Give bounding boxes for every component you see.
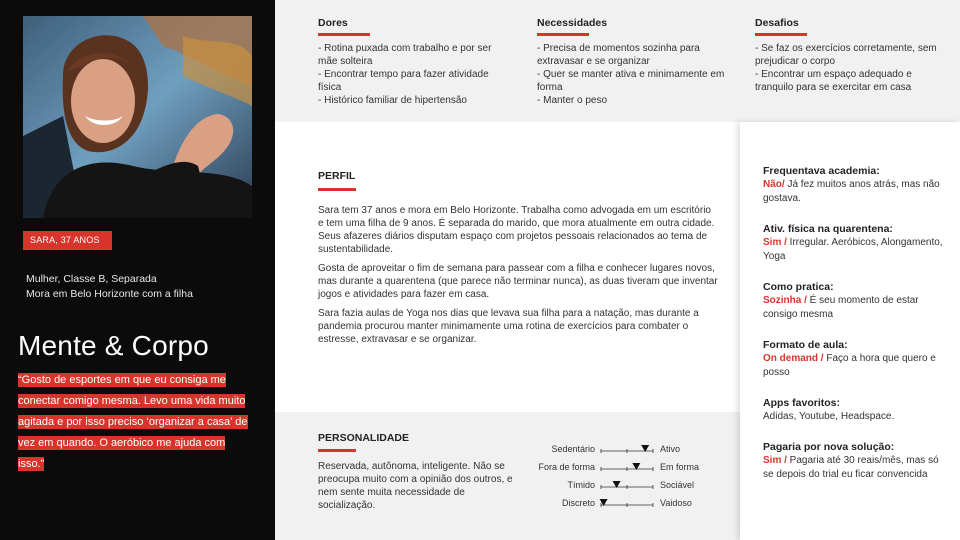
needs-title: Necessidades xyxy=(537,17,608,29)
fact-title: Formato de aula: xyxy=(763,339,848,351)
trait-left-label: Fora de forma xyxy=(538,462,595,472)
challenges-title: Desafios xyxy=(755,17,799,29)
need-item: - Manter o peso xyxy=(537,95,608,106)
persona-photo xyxy=(23,16,252,218)
portrait-illustration xyxy=(23,16,252,218)
trait-slider xyxy=(599,480,655,492)
fact-highlight: Sim / xyxy=(763,455,787,466)
need-item: - Quer se manter ativa e minimamente em forma xyxy=(537,69,725,93)
profile-paragraph: Sara fazia aulas de Yoga nos dias que levava sua filha para a natação, mas durante a pandemia procurou manter minimamente uma rotina de exercícios para combater o estresse, extravasar e se organizar. xyxy=(318,308,699,345)
fact-text: Faço a hora que quero e posso xyxy=(763,353,936,378)
fact-favorite-apps xyxy=(763,396,948,424)
fact-text: Irregular. Aeróbicos, Alongamento, Yoga xyxy=(763,237,943,262)
trait-left-label: Discreto xyxy=(561,498,595,508)
trait-right-label: Sociável xyxy=(660,480,695,490)
fact-title: Frequentava academia: xyxy=(763,165,880,177)
need-item: - Precisa de momentos sozinha para extravasar e se organizar xyxy=(537,43,700,67)
fact-gym xyxy=(763,164,948,206)
fact-quarantine-activity xyxy=(763,222,948,264)
fact-title: Como pratica: xyxy=(763,281,834,293)
pains-title: Dores xyxy=(318,17,348,29)
trait-left-label: Tímido xyxy=(567,480,595,490)
trait-scale xyxy=(525,462,725,480)
trait-slider xyxy=(599,462,655,474)
pains-needs-challenges xyxy=(275,0,960,122)
fact-class-format xyxy=(763,338,948,380)
fact-text: Já fez muitos anos atrás, mas não gostava. xyxy=(763,179,940,204)
fact-would-pay xyxy=(763,440,948,482)
fact-title: Ativ. física na quarentena: xyxy=(763,223,893,235)
pain-item: - Encontrar tempo para fazer atividade física xyxy=(318,69,489,93)
trait-right-label: Em forma xyxy=(660,462,700,472)
trait-slider xyxy=(599,498,655,510)
fact-how-practices xyxy=(763,280,948,322)
profile-title: PERFIL xyxy=(318,170,356,182)
fact-title: Apps favoritos: xyxy=(763,397,841,409)
persona-title: Mente & Corpo xyxy=(18,330,209,361)
trait-slider xyxy=(599,444,655,456)
accent-bar xyxy=(318,449,356,452)
facts-sidebar xyxy=(740,122,960,540)
persona-sidebar xyxy=(0,0,275,540)
accent-bar xyxy=(318,188,356,191)
personality-title: PERSONALIDADE xyxy=(318,432,410,444)
fact-title: Pagaria por nova solução: xyxy=(763,441,895,453)
trait-scale xyxy=(525,444,725,462)
challenge-item: - Se faz os exercícios corretamente, sem prejudicar o corpo xyxy=(755,43,937,67)
accent-bar xyxy=(755,33,807,36)
profile-paragraph: Gosta de aproveitar o fim de semana para passear com a filha e conhecer lugares novos, mas durante a quarentena (que parece não terminar nunca), as duas tiveram que inventar jogos e atividades para fazer em casa. xyxy=(318,263,718,300)
trait-right-label: Ativo xyxy=(660,444,681,454)
persona-quote-text: “Gosto de esportes em que eu consiga me conectar comigo mesma. Levo uma vida muito agitada e por isso preciso ‘organizar a casa’ de vez em quando. O aeróbico me ajuda com isso.” xyxy=(18,374,248,470)
pain-item: - Histórico familiar de hipertensão xyxy=(318,95,467,106)
trait-right-label: Vaidoso xyxy=(660,498,692,508)
persona-demographics xyxy=(26,272,193,302)
needs-column xyxy=(537,17,727,107)
accent-bar xyxy=(537,33,589,36)
personality-scales xyxy=(525,444,725,516)
profile-text xyxy=(318,204,718,352)
personality-text: Reservada, autônoma, inteligente. Não se preocupa muito com a opinião dos outros, e nem sente muita necessidade de socialização. xyxy=(318,461,513,511)
profile-section xyxy=(275,122,740,412)
fact-highlight: On demand / xyxy=(763,353,824,364)
fact-text: Pagaria até 30 reais/mês, mas só se depois do trial eu ficar convencida xyxy=(763,455,939,480)
persona-quote xyxy=(18,370,252,475)
fact-highlight: Sozinha / xyxy=(763,295,807,306)
personality-section xyxy=(275,412,740,540)
accent-bar xyxy=(318,33,370,36)
pain-item: - Rotina puxada com trabalho e por ser mãe solteira xyxy=(318,43,492,67)
profile-paragraph: Sara tem 37 anos e mora em Belo Horizonte. Trabalha como advogada em um escritório e tem uma filha de 9 anos. É separada do marido, que mora atualmente em outra cidade. Seus afazeres diários disputam espaço com projetos pessoais relacionados ao tema de sustentabilidade. xyxy=(318,205,715,255)
fact-highlight: Sim / xyxy=(763,237,787,248)
demographics-line: Mulher, Classe B, Separada xyxy=(26,273,157,285)
demographics-line: Mora em Belo Horizonte com a filha xyxy=(26,288,193,300)
fact-highlight: Não/ xyxy=(763,179,785,190)
persona-name-age-badge: SARA, 37 ANOS xyxy=(23,231,112,250)
trait-scale xyxy=(525,498,725,516)
pains-column xyxy=(318,17,508,107)
fact-text: Adidas, Youtube, Headspace. xyxy=(763,411,895,422)
challenge-item: - Encontrar um espaço adequado e tranquilo para se exercitar em casa xyxy=(755,69,912,93)
trait-left-label: Sedentário xyxy=(551,444,595,454)
challenges-column xyxy=(755,17,945,94)
fact-text: É seu momento de estar consigo mesma xyxy=(763,295,919,320)
trait-scale xyxy=(525,480,725,498)
